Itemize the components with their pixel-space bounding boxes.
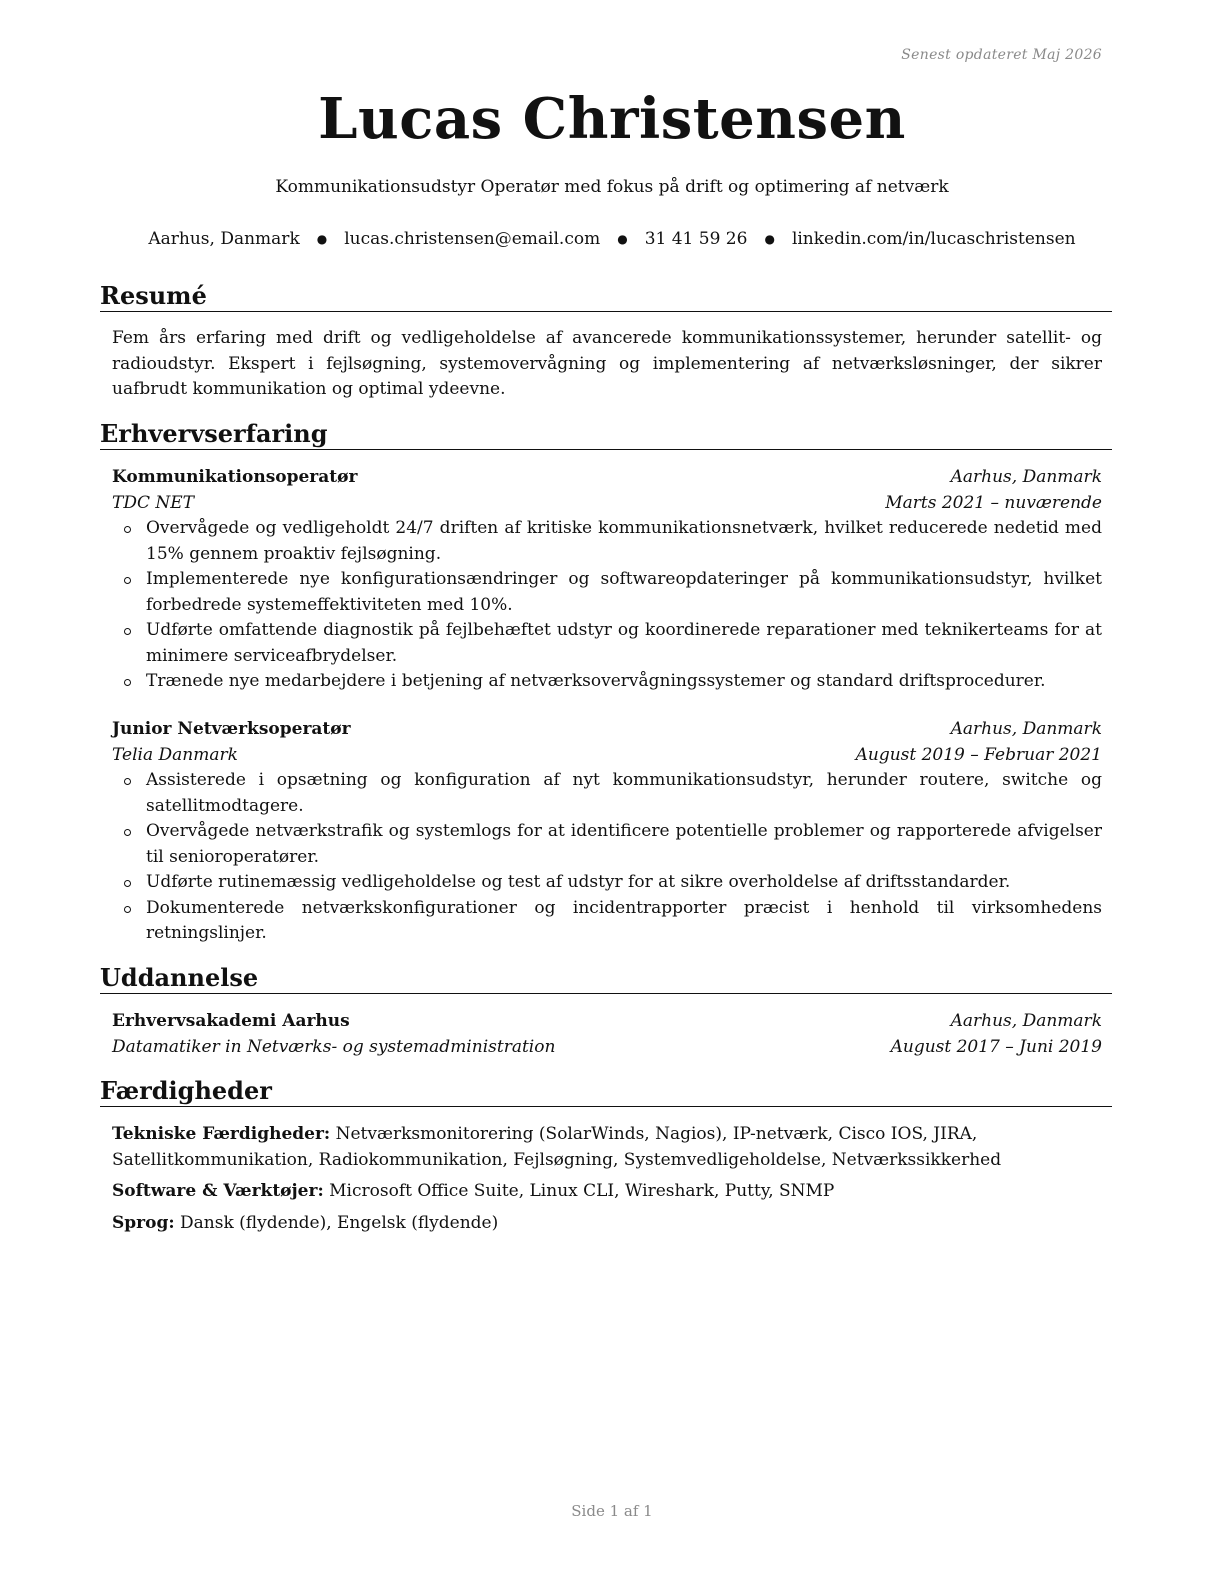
list-item: Udførte omfattende diagnostik på fejlbehæftet udstyr og koordinerede reparationer med teknikerteams for at minimere serviceafbrydelser.: [112, 618, 1102, 669]
bullet-separator: ●: [316, 232, 328, 246]
job-company: Telia Danmark: [112, 744, 238, 765]
tagline: Kommunikationsudstyr Operatør med fokus på drift og optimering af netværk: [275, 177, 949, 197]
list-item: Implementerede nye konfigurationsændringer og softwareopdateringer på kommunikationsudstyr, hvilket forbedrede systemeffektiviteten med 10%.: [112, 567, 1102, 618]
contact-line: [0, 229, 1224, 249]
bullet-separator: ●: [764, 232, 775, 246]
list-item: Trænede nye medarbejdere i betjening af netværksovervågningssystemer og standard driftsprocedurer.: [112, 669, 1102, 695]
section-heading-skills: Færdigheder: [100, 1076, 1112, 1107]
education-subheader-row: [112, 1035, 1102, 1061]
education-header-row: [112, 1009, 1102, 1035]
list-item: Dokumenterede netværkskonfigurationer og incidentrapporter præcist i henhold til virksomhedens retningslinjer.: [112, 896, 1102, 947]
job-bullets: [112, 768, 1102, 947]
job-subheader-row: [112, 491, 1102, 517]
list-item: Overvågede og vedligeholdt 24/7 driften af kritiske kommunikationsnetværk, hvilket reducerede nedetid med 15% gennem proaktiv fejlsøgning.: [112, 516, 1102, 567]
job-dates: Marts 2021 – nuværende: [885, 492, 1102, 513]
skill-label: Tekniske Færdigheder:: [112, 1124, 331, 1144]
section-heading-experience: Erhvervserfaring: [100, 419, 1112, 450]
education-entry: [112, 1009, 1102, 1060]
list-item: Overvågede netværkstrafik og systemlogs for at identificere potentielle problemer og rapporterede afvigelser til senioroperatører.: [112, 819, 1102, 870]
skill-line: [112, 1211, 1102, 1237]
education-dates: August 2017 – Juni 2019: [890, 1036, 1102, 1057]
job-entry: [112, 465, 1102, 695]
skill-value: Netværksmonitorering (SolarWinds, Nagios), IP-netværk, Cisco IOS, JIRA, Satellitkommunikation, Radiokommunikation, Fejlsøgning, Systemvedligeholdelse, Netværkssikkerhed: [112, 1124, 1002, 1170]
skill-line: [112, 1179, 1102, 1205]
contact-linkedin[interactable]: linkedin.com/in/lucaschristensen: [791, 229, 1076, 249]
job-subheader-row: [112, 743, 1102, 769]
list-item: Udførte rutinemæssig vedligeholdelse og test af udstyr for at sikre overholdelse af driftsstandarder.: [112, 870, 1102, 896]
contact-location: Aarhus, Danmark: [148, 229, 300, 249]
skill-label: Sprog:: [112, 1212, 175, 1233]
skill-label: Software & Værktøjer:: [112, 1181, 324, 1201]
job-company: TDC NET: [112, 492, 195, 513]
page-number: Side 1 af 1: [571, 1502, 653, 1520]
degree: Datamatiker in Netværks- og systemadministration: [112, 1036, 556, 1057]
candidate-name: Lucas Christensen: [318, 86, 906, 152]
job-title: Junior Netværksoperatør: [112, 719, 351, 739]
job-dates: August 2019 – Februar 2021: [855, 744, 1102, 765]
bullet-separator: ●: [617, 232, 628, 246]
list-item: Assisterede i opsætning og konfiguration af nyt kommunikationsudstyr, herunder routere, switche og satellitmodtagere.: [112, 768, 1102, 819]
section-heading-summary: Resumé: [100, 281, 1112, 312]
job-title: Kommunikationsoperatør: [112, 467, 358, 487]
job-header-row: [112, 717, 1102, 743]
school-location: Aarhus, Danmark: [950, 1011, 1102, 1031]
job-header-row: [112, 465, 1102, 491]
contact-email[interactable]: lucas.christensen@email.com: [344, 229, 601, 249]
skills-list: [112, 1122, 1102, 1242]
job-location: Aarhus, Danmark: [950, 719, 1102, 739]
last-updated: Senest opdateret Maj 2026: [901, 47, 1102, 63]
job-location: Aarhus, Danmark: [950, 467, 1102, 487]
summary-text: Fem års erfaring med drift og vedligeholdelse af avancerede kommunikationssystemer, herunder satellit- og radioudstyr. Ekspert i fejlsøgning, systemovervågning og implementering af netværksløsninger, der sikrer uafbrudt kommunikation og optimal ydeevne.: [112, 328, 1102, 399]
job-entry: [112, 717, 1102, 947]
school-name: Erhvervsakademi Aarhus: [112, 1011, 350, 1031]
skill-line: [112, 1122, 1102, 1173]
section-heading-education: Uddannelse: [100, 963, 1112, 994]
skill-value: Microsoft Office Suite, Linux CLI, Wireshark, Putty, SNMP: [329, 1181, 835, 1201]
skill-value: Dansk (flydende), Engelsk (flydende): [180, 1212, 499, 1233]
contact-phone: 31 41 59 26: [644, 229, 748, 249]
job-bullets: [112, 516, 1102, 695]
